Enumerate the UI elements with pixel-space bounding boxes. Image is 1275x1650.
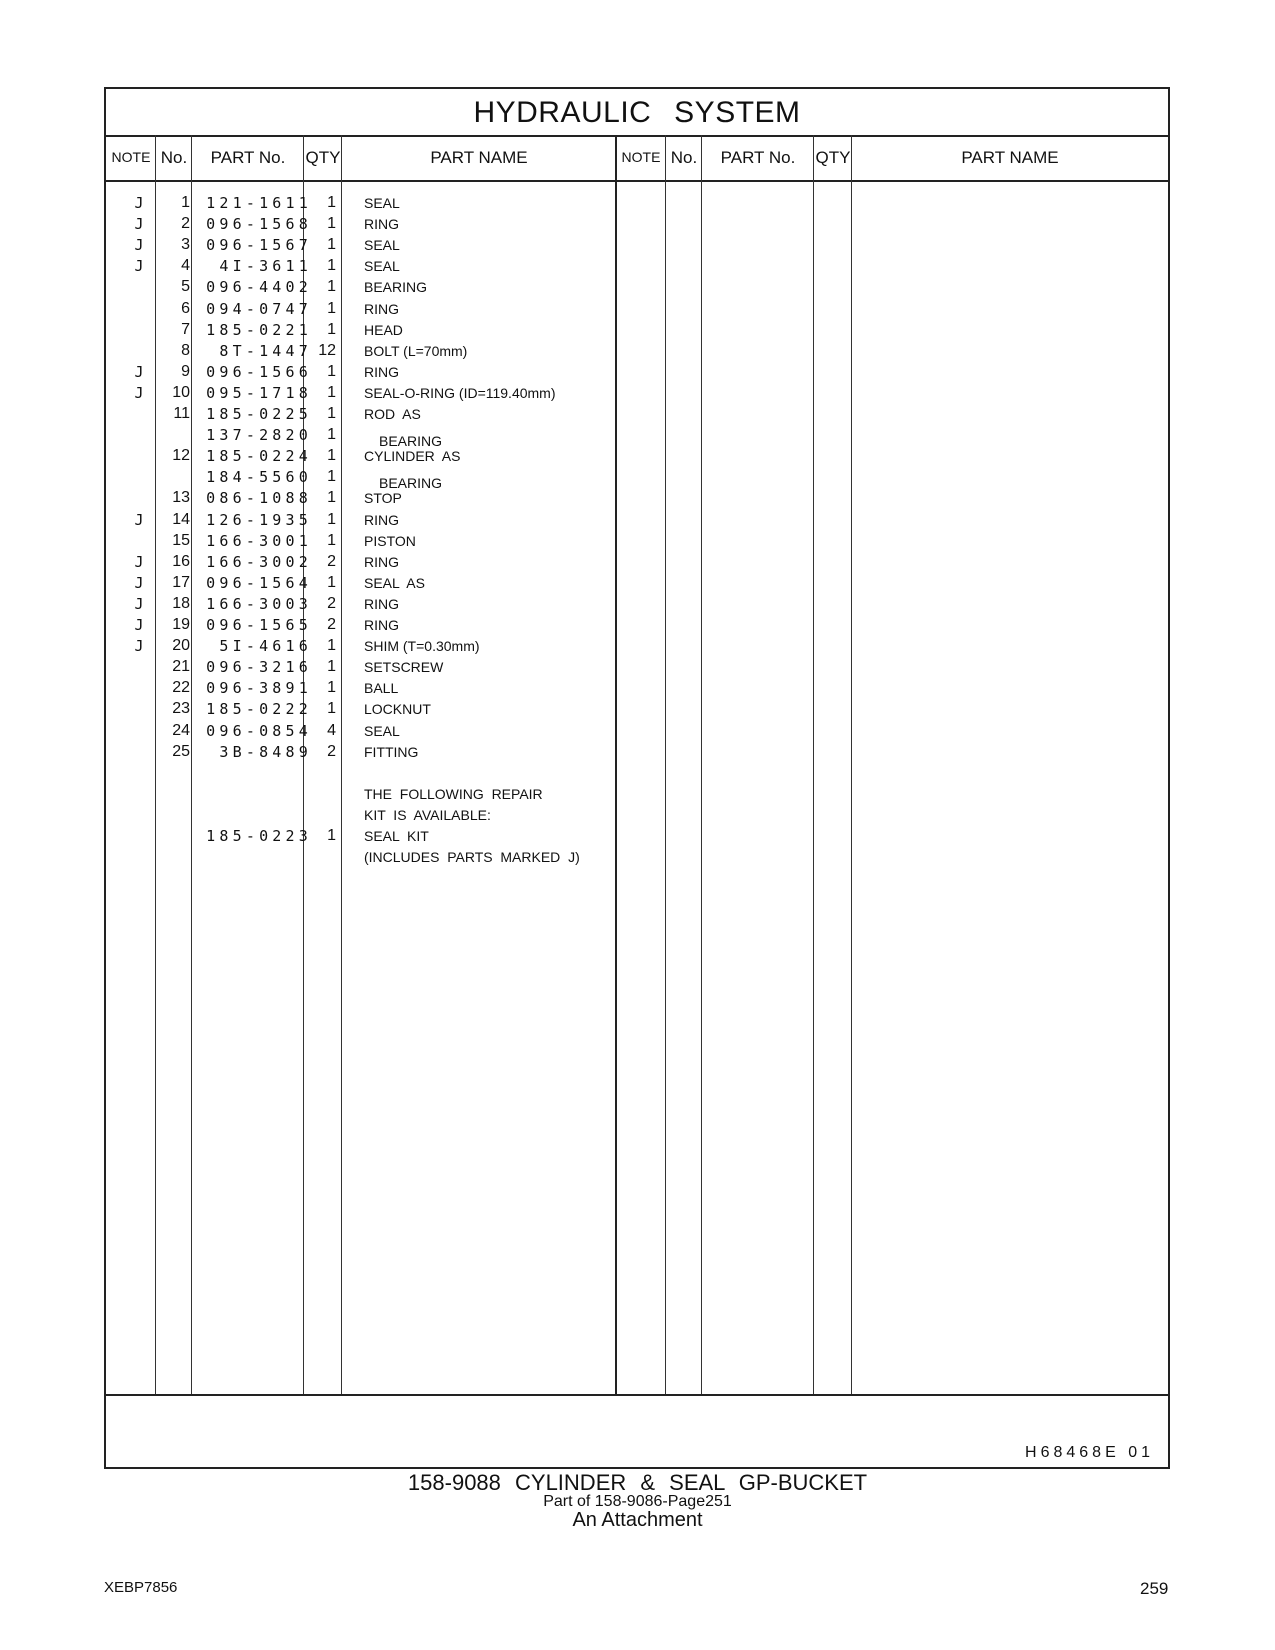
item-number-cell: 5 [181, 278, 190, 296]
part-number-cell: 096-1564 [206, 573, 312, 592]
part-number-cell: 096-1567 [206, 236, 312, 255]
header-note-left: NOTE [111, 149, 151, 165]
item-number-cell: 11 [173, 405, 190, 422]
part-name-cell: BALL [364, 680, 399, 697]
item-number-cell: 3 [181, 236, 190, 254]
header-note-right: NOTE [621, 149, 661, 165]
quantity-cell: 1 [327, 383, 336, 401]
quantity-cell: 4 [327, 721, 336, 739]
part-name-cell: RING [364, 617, 399, 633]
header-part-no-right: PART No. [720, 148, 796, 167]
header-part-no-left: PART No. [210, 148, 286, 167]
column-divider [665, 135, 666, 1394]
part-name-cell: THE FOLLOWING REPAIR [364, 785, 543, 802]
part-name-cell: SEAL [364, 722, 400, 739]
part-number-cell: 096-0854 [206, 721, 312, 740]
part-name-cell: RING [364, 595, 399, 612]
column-divider [341, 135, 342, 1394]
item-number-cell: 6 [181, 299, 190, 317]
quantity-cell: 1 [327, 405, 336, 422]
part-name-cell: CYLINDER AS [364, 448, 461, 465]
part-number-cell: 096-1568 [206, 215, 312, 234]
quantity-cell: 2 [327, 552, 336, 570]
part-number-cell: 5I-4616 [219, 637, 312, 656]
part-number-cell: 096-1566 [206, 362, 312, 381]
part-name-cell: BEARING [379, 433, 443, 450]
note-cell: J [134, 362, 144, 381]
part-number-cell: 185-0223 [206, 827, 312, 845]
part-number-cell: 086-1088 [206, 489, 312, 508]
note-cell: J [134, 616, 144, 634]
part-name-cell: BEARING [379, 475, 443, 492]
header-part-name-right: PART NAME [961, 148, 1059, 167]
item-number-cell: 18 [172, 594, 190, 612]
part-number-cell: 3B-8489 [219, 742, 312, 761]
part-number-cell: 8T-1447 [219, 341, 312, 360]
quantity-cell: 1 [327, 194, 336, 211]
item-number-cell: 7 [181, 320, 190, 338]
note-cell: J [134, 637, 144, 656]
quantity-cell: 1 [327, 426, 336, 444]
group-category: An Attachment [572, 1509, 703, 1531]
quantity-cell: 1 [327, 679, 336, 697]
part-name-cell: SEAL KIT [364, 828, 429, 844]
part-number-cell: 166-3001 [206, 531, 312, 550]
item-number-cell: 8 [181, 341, 190, 359]
quantity-cell: 1 [327, 637, 336, 655]
item-number-cell: 16 [172, 552, 190, 570]
section-title: HYDRAULIC SYSTEM [106, 89, 1168, 137]
table-header [106, 135, 1168, 182]
part-name-cell: SHIM (T=0.30mm) [364, 638, 480, 655]
item-number-cell: 23 [172, 700, 190, 718]
column-divider [155, 135, 156, 1394]
note-cell: J [134, 552, 144, 571]
page-number: 259 [1140, 1579, 1169, 1598]
part-name-cell: SEAL [364, 195, 400, 211]
quantity-cell: 1 [327, 447, 336, 465]
part-number-cell: 185-0224 [206, 447, 312, 466]
item-number-cell: 9 [181, 362, 190, 380]
parts-table-frame [104, 87, 1170, 1469]
quantity-cell: 1 [327, 257, 336, 275]
note-cell: J [134, 215, 144, 234]
part-number-cell: 121-1611 [206, 194, 312, 212]
part-name-cell: KIT IS AVAILABLE: [364, 806, 491, 823]
header-qty-right: QTY [815, 148, 851, 167]
part-name-cell: HEAD [364, 321, 403, 338]
part-name-cell: PISTON [364, 532, 416, 549]
quantity-cell: 1 [327, 320, 336, 338]
part-number-cell: 166-3002 [206, 552, 312, 571]
part-name-cell: LOCKNUT [364, 701, 431, 718]
note-cell: J [134, 257, 144, 276]
part-name-cell: BOLT (L=70mm) [364, 342, 468, 359]
column-divider [851, 135, 852, 1394]
item-number-cell: 22 [172, 679, 190, 697]
header-part-name-left: PART NAME [430, 148, 528, 167]
part-number-cell: 096-4402 [206, 278, 312, 297]
quantity-cell: 1 [327, 573, 336, 591]
item-number-cell: 14 [172, 510, 190, 528]
footer-divider [106, 1394, 1168, 1396]
quantity-cell: 2 [327, 616, 336, 633]
quantity-cell: 1 [327, 362, 336, 380]
part-number-cell: 166-3003 [206, 594, 312, 613]
quantity-cell: 1 [327, 510, 336, 528]
document-id: XEBP7856 [104, 1579, 178, 1596]
part-number-cell: 185-0222 [206, 700, 312, 719]
note-cell: J [134, 573, 144, 592]
column-divider [615, 135, 617, 1394]
header-no-right: No. [670, 148, 698, 167]
part-number-cell: 137-2820 [206, 426, 312, 445]
part-name-cell: RING [364, 363, 399, 380]
part-name-cell: SETSCREW [364, 659, 444, 676]
quantity-cell: 1 [327, 531, 336, 549]
illustration-reference-code: H68468E 01 [1025, 1444, 1154, 1461]
item-number-cell: 20 [172, 637, 190, 655]
part-name-cell: RING [364, 216, 399, 233]
part-name-cell: SEAL AS [364, 574, 425, 591]
part-name-cell: (INCLUDES PARTS MARKED J) [364, 849, 580, 866]
part-name-cell: RING [364, 511, 399, 528]
part-number-cell: 185-0221 [206, 320, 312, 339]
part-number-cell: 094-0747 [206, 299, 312, 318]
note-cell: J [134, 236, 144, 255]
part-number-cell: 095-1718 [206, 383, 312, 402]
quantity-cell: 12 [318, 341, 336, 359]
item-number-cell: 19 [172, 616, 190, 633]
part-name-cell: RING [364, 553, 399, 570]
part-number-cell: 185-0225 [206, 405, 312, 423]
column-divider [813, 135, 814, 1394]
part-name-cell: BEARING [364, 279, 428, 296]
quantity-cell: 1 [327, 658, 336, 676]
header-no-left: No. [160, 148, 188, 167]
quantity-cell: 1 [327, 236, 336, 254]
quantity-cell: 1 [327, 468, 336, 486]
quantity-cell: 1 [327, 278, 336, 296]
part-name-cell: SEAL [364, 258, 400, 275]
item-number-cell: 15 [172, 531, 190, 549]
note-cell: J [134, 594, 144, 613]
part-number-cell: 184-5560 [206, 468, 312, 487]
quantity-cell: 2 [327, 742, 336, 760]
note-cell: J [134, 194, 144, 212]
quantity-cell: 1 [327, 827, 336, 844]
group-title: 158-9088 CYLINDER & SEAL GP-BUCKET [407, 1470, 868, 1495]
quantity-cell: 1 [327, 700, 336, 718]
part-name-cell: ROD AS [364, 406, 421, 422]
part-name-cell: STOP [364, 490, 402, 507]
column-divider [701, 135, 702, 1394]
item-number-cell: 10 [172, 383, 190, 401]
item-number-cell: 1 [181, 194, 190, 211]
note-cell: J [134, 383, 144, 402]
part-number-cell: 096-1565 [206, 616, 312, 634]
item-number-cell: 12 [172, 447, 190, 465]
item-number-cell: 2 [181, 215, 190, 233]
part-name-cell: RING [364, 300, 399, 317]
quantity-cell: 2 [327, 594, 336, 612]
part-number-cell: 096-3216 [206, 658, 312, 677]
item-number-cell: 24 [172, 721, 190, 739]
header-qty-left: QTY [305, 148, 341, 167]
item-number-cell: 25 [172, 742, 190, 760]
item-number-cell: 21 [172, 658, 190, 676]
part-number-cell: 096-3891 [206, 679, 312, 698]
item-number-cell: 4 [181, 257, 190, 275]
note-cell: J [134, 510, 144, 529]
column-divider [191, 135, 192, 1394]
quantity-cell: 1 [327, 489, 336, 507]
part-name-cell: FITTING [364, 743, 419, 760]
group-parent-reference: Part of 158-9086-Page251 [543, 1493, 732, 1510]
part-name-cell: SEAL-O-RING (ID=119.40mm) [364, 384, 556, 401]
item-number-cell: 13 [172, 489, 190, 507]
part-number-cell: 4I-3611 [219, 257, 312, 276]
part-name-cell: SEAL [364, 237, 400, 254]
part-number-cell: 126-1935 [206, 510, 312, 529]
quantity-cell: 1 [327, 299, 336, 317]
quantity-cell: 1 [327, 215, 336, 233]
item-number-cell: 17 [172, 573, 190, 591]
